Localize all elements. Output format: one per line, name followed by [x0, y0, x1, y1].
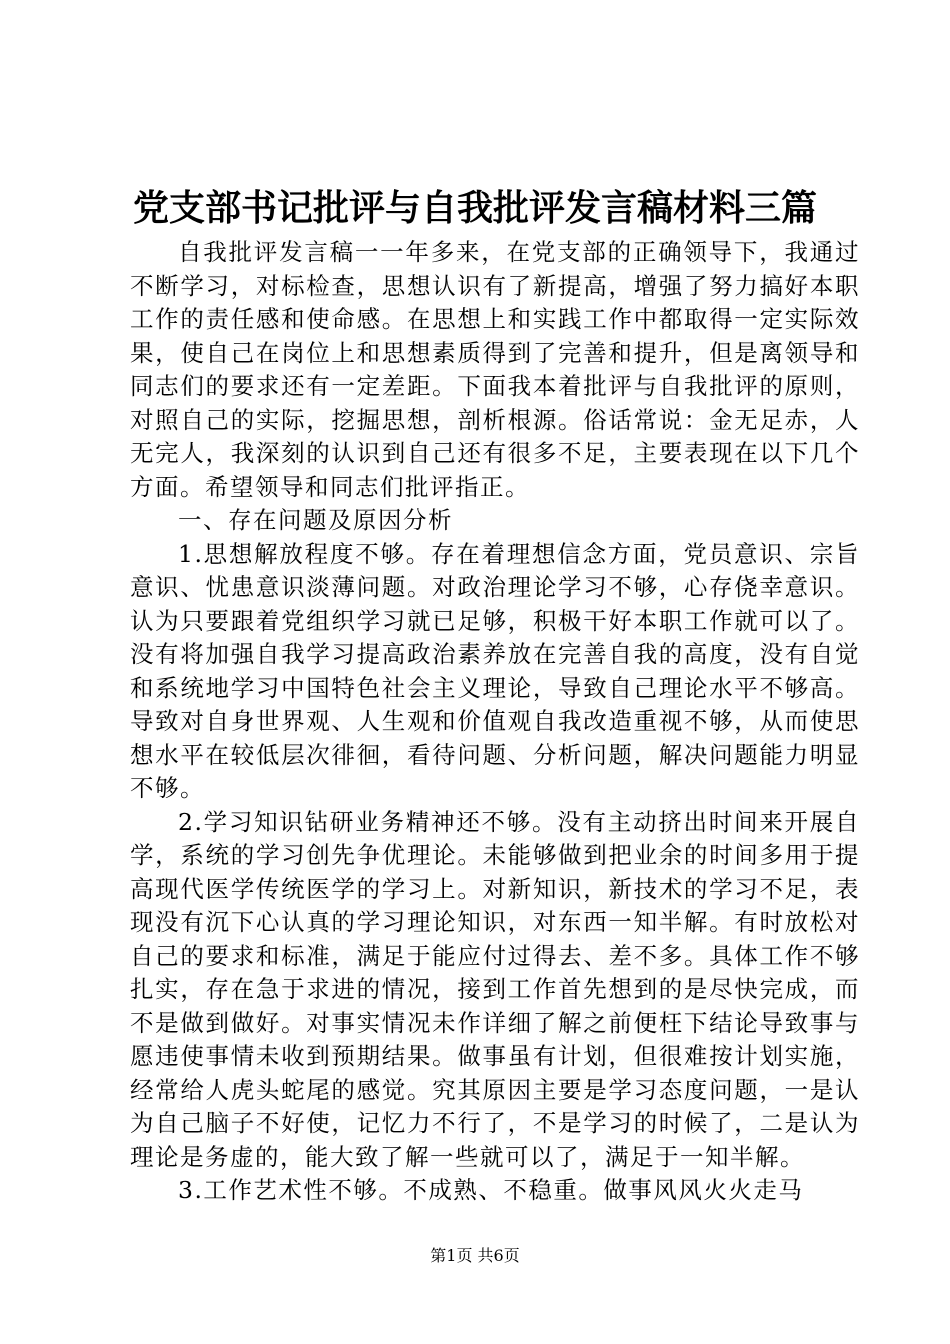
paragraph-intro: 自我批评发言稿一一年多来，在党支部的正确领导下，我通过不断学习，对标检查，思想认识有了新提高，增强了努力搞好本职工作的责任感和使命感。在思想上和实践工作中都取得一定实际效果，使自己在岗位上和思想素质得到了完善和提升，但是离领导和同志们的要求还有一定差距。下面我本着批评与自我批评的原则，对照自己的实际，挖掘思想，剖析根源。俗话常说：金无足赤，人无完人，我深刻的认识到自己还有很多不足，主要表现在以下几个方面。希望领导和同志们批评指正。 [130, 238, 860, 501]
paragraph-item-2: 2.学习知识钻研业务精神还不够。没有主动挤出时间来开展自学，系统的学习创先争优理论。未能够做到把业余的时间多用于提高现代医学传统医学的学习上。对新知识，新技术的学习不足，表现没有沉下心认真的学习理论知识，对东西一知半解。有时放松对自己的要求和标准，满足于能应付过得去、差不多。具体工作不够扎实，存在急于求进的情况，接到工作首先想到的是尽快完成，而不是做到做好。对事实情况未作详细了解之前便枉下结论导致事与愿违使事情未收到预期结果。做事虽有计划，但很难按计划实施，经常给人虎头蛇尾的感觉。究其原因主要是学习态度问题，一是认为自己脑子不好使，记忆力不行了，不是学习的时候了，二是认为理论是务虚的，能大致了解一些就可以了，满足于一知半解。 [130, 807, 860, 1171]
paragraph-item-3: 3.工作艺术性不够。不成熟、不稳重。做事风风火火走马 [178, 1176, 804, 1204]
document-body [130, 236, 860, 1208]
section-heading: 一、存在问题及原因分析 [178, 506, 453, 534]
page-number-footer: 第1页 共6页 [430, 1246, 520, 1265]
document-title: 党支部书记批评与自我批评发言稿材料三篇 [132, 187, 817, 229]
paragraph-item-1: 1.思想解放程度不够。存在着理想信念方面，党员意识、宗旨意识、忧患意识淡薄问题。对政治理论学习不够，心存侥幸意识。认为只要跟着党组织学习就已足够，积极干好本职工作就可以了。没有将加强自我学习提高政治素养放在完善自我的高度，没有自觉和系统地学习中国特色社会主义理论，导致自己理论水平不够高。导致对自身世界观、人生观和价值观自我改造重视不够，从而使思想水平在较低层次徘徊，看待问题、分析问题，解决问题能力明显不够。 [130, 539, 860, 802]
